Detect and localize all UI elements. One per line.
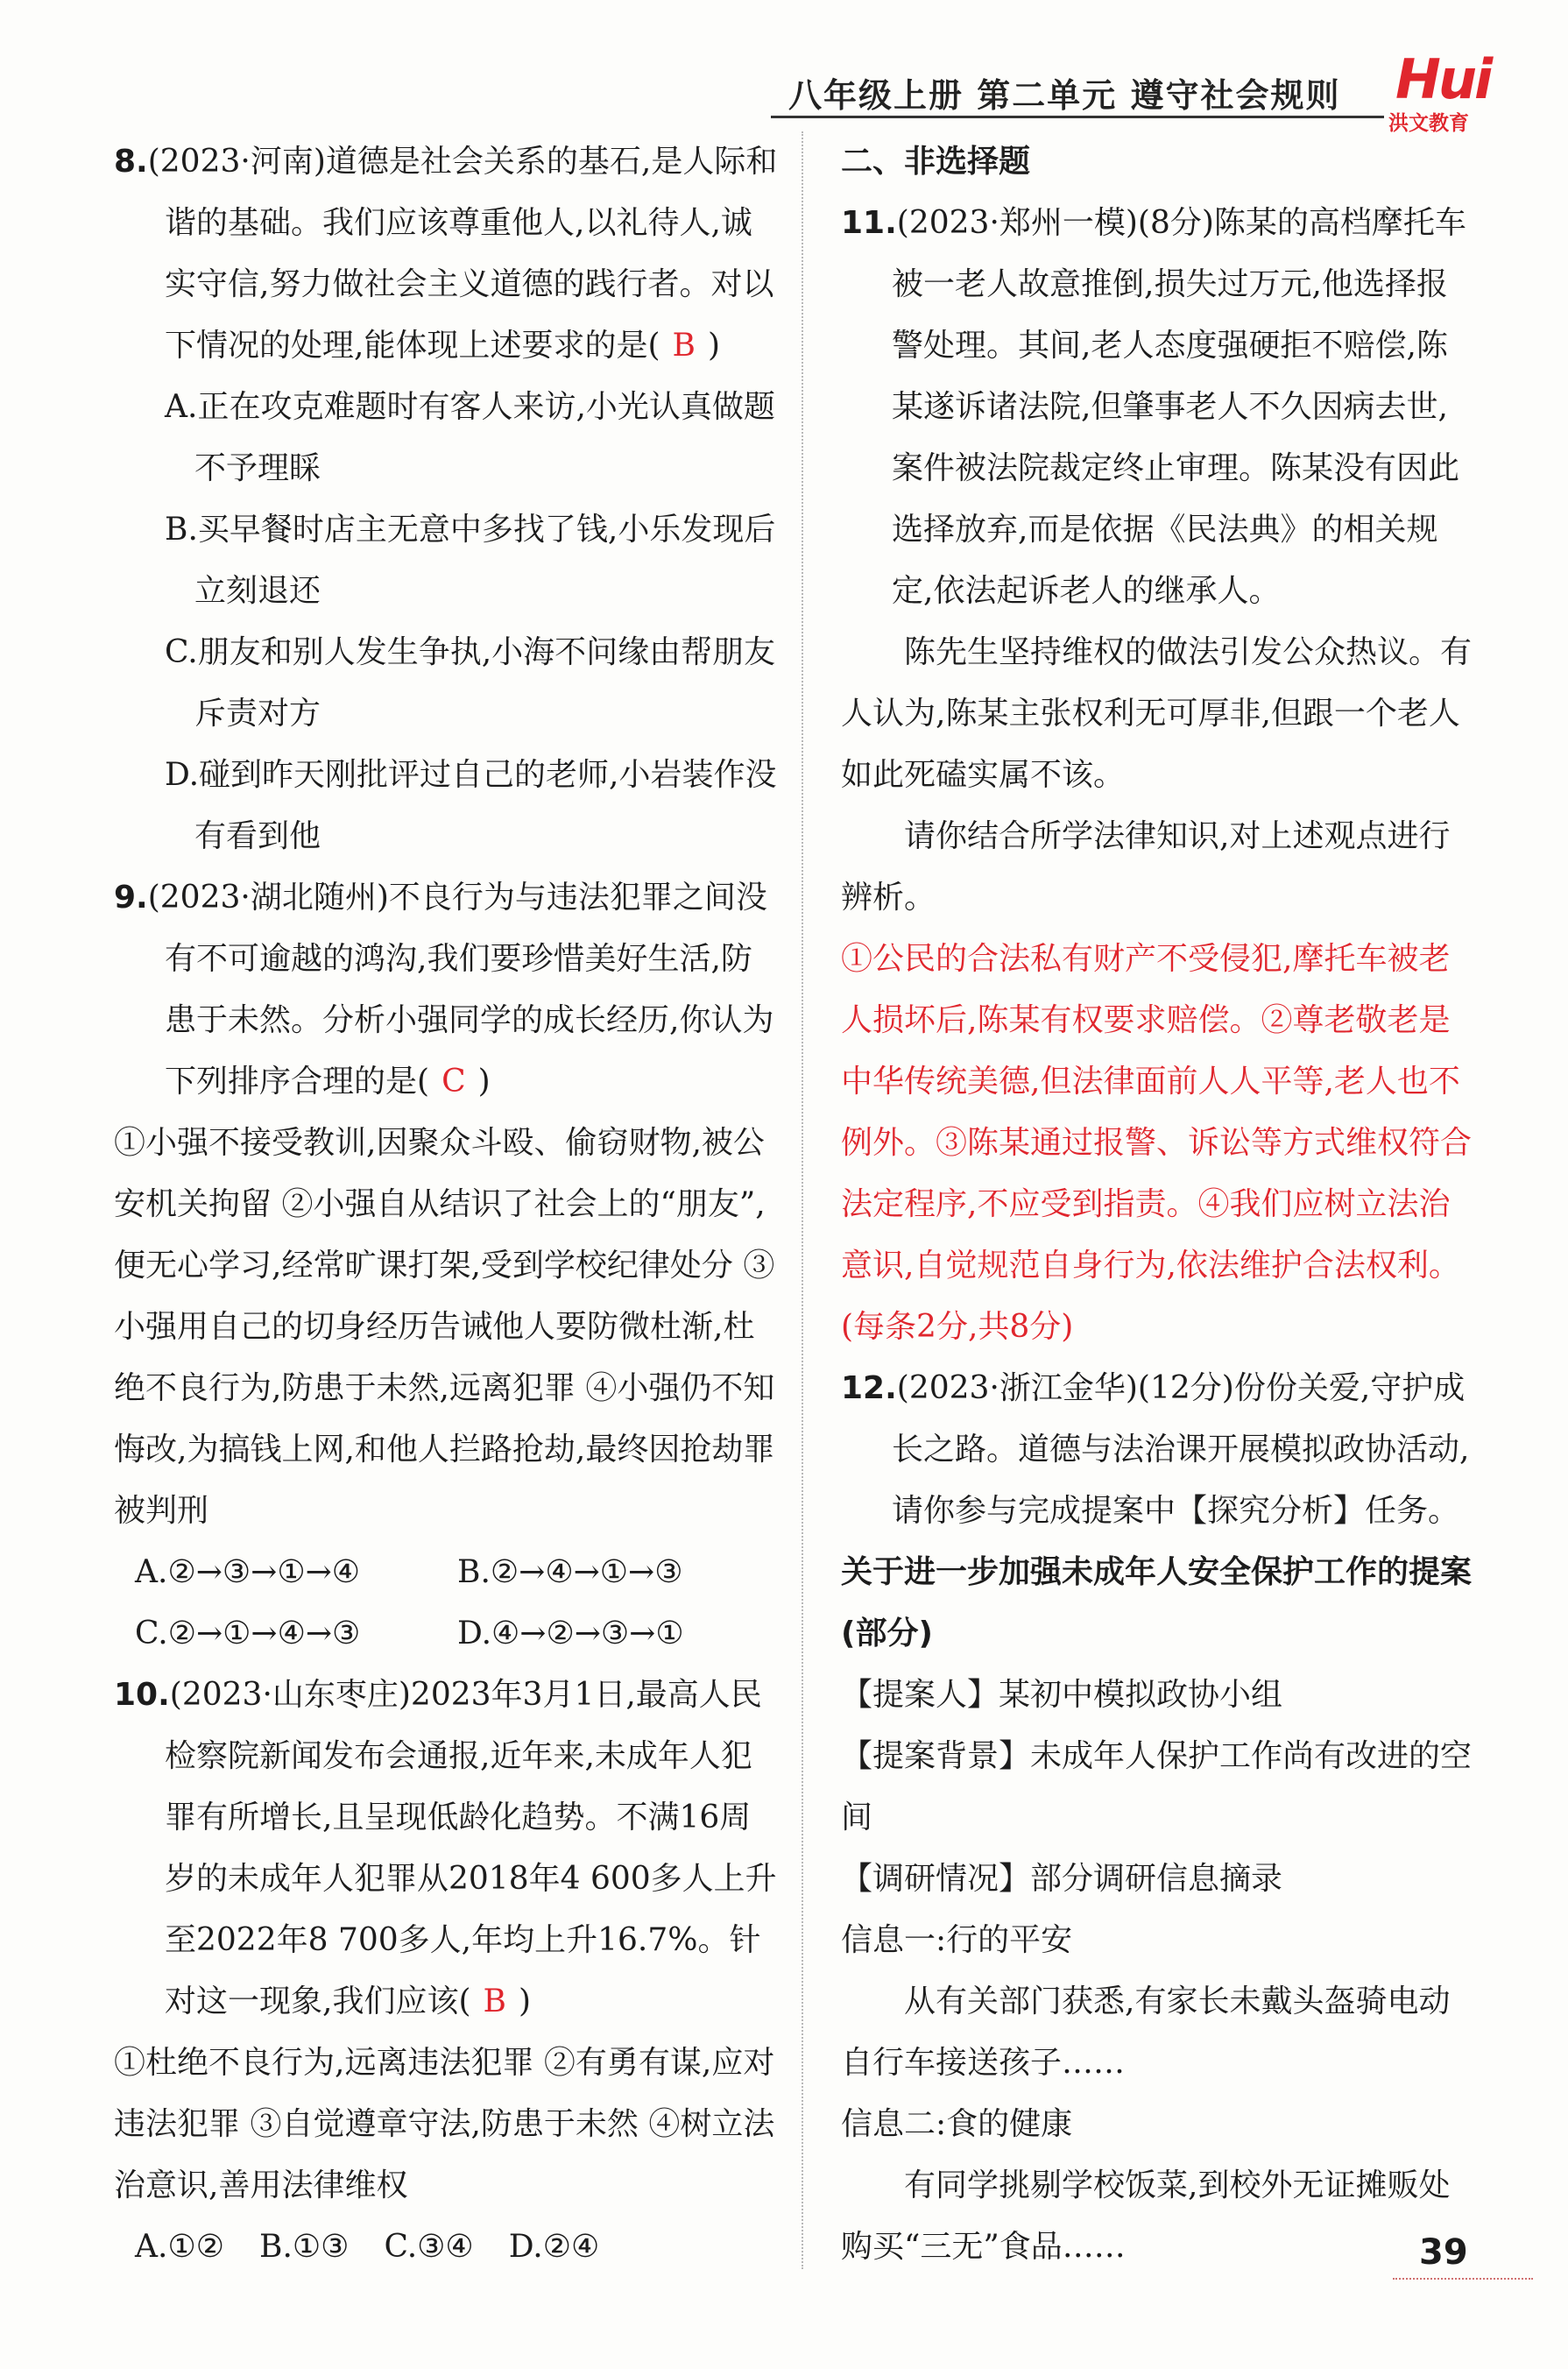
options-row	[114, 1603, 780, 1665]
question-stem: 9.(2023·湖北随州)不良行为与违法犯罪之间没有不可逾越的鸿沟,我们要珍惜美好生活,防患于未然。分析小强同学的成长经历,你认为下列排序合理的是( C )	[114, 880, 774, 1100]
option-d: D.②④	[508, 2229, 600, 2265]
column-divider	[802, 131, 803, 2269]
question-prompt: 请你结合所学法律知识,对上述观点进行辨析。	[841, 818, 1451, 916]
option-b: B.买早餐时店主无意中多找了钱,小乐发现后立刻退还	[165, 512, 776, 609]
right-column	[841, 131, 1472, 2278]
publisher-logo	[1388, 47, 1491, 135]
question-stem: 10.(2023·山东枣庄)2023年3月1日,最高人民检察院新闻发布会通报,近年来,未成年人犯罪有所增长,且呈现低龄化趋势。不满16周岁的未成年人犯罪从2018年4 600多人上升至2022年8 700多人,年均上升16.7%。针对这一现象,我们应该( B )	[114, 1677, 777, 2019]
logo-mark: Hui	[1395, 47, 1491, 111]
breadcrumb: 八年级上册 第二单元 遵守社会规则	[788, 76, 1341, 115]
options-row	[114, 2217, 780, 2278]
answer-mark: B	[483, 1984, 506, 2019]
option-c: C.③④	[384, 2229, 474, 2265]
option-a: A.①②	[135, 2229, 224, 2265]
answer-mark: C	[441, 1064, 466, 1100]
proposal-proposer: 【提案人】某初中模拟政协小组	[841, 1677, 1283, 1713]
question-material: ①小强不接受教训,因聚众斗殴、偷窃财物,被公安机关拘留 ②小强自从结识了社会上的“朋友”,便无心学习,经常旷课打架,受到学校纪律处分 ③小强用自己的切身经历告诫他人要防微杜渐,杜绝不良行为,防患于未然,远离犯罪 ④小强仍不知悔改,为搞钱上网,和他人拦路抢劫,最终因抢劫罪被判刑	[114, 1125, 775, 1529]
page-number: 39	[1419, 2232, 1468, 2273]
question-9	[114, 867, 780, 1665]
page-number-underline	[1393, 2278, 1533, 2280]
option-d: D.碰到昨天刚批评过自己的老师,小岩装作没有看到他	[165, 757, 777, 854]
question-8	[114, 131, 780, 867]
answer-mark: B	[672, 328, 696, 364]
option-b: B.②→④→①→③	[457, 1554, 683, 1590]
info-1-title: 信息一:行的平安	[841, 1922, 1073, 1958]
proposal-title: 关于进一步加强未成年人安全保护工作的提案(部分)	[841, 1554, 1473, 1651]
option-a: A.正在攻克难题时有客人来访,小光认真做题不予理睬	[165, 389, 775, 486]
question-stem: 12.(2023·浙江金华)(12分)份份关爱,守护成长之路。道德与法治课开展模拟政协活动,请你参与完成提案中【探究分析】任务。	[841, 1370, 1470, 1529]
question-stem: 8.(2023·河南)道德是社会关系的基石,是人际和谐的基础。我们应该尊重他人,以礼待人,诚实守信,努力做社会主义道德的践行者。对以下情况的处理,能体现上述要求的是( B )	[114, 144, 778, 364]
question-12	[841, 1358, 1472, 2278]
info-2-text: 有同学挑剔学校饭菜,到校外无证摊贩处购买“三无”食品……	[841, 2167, 1451, 2265]
question-material: ①杜绝不良行为,远离违法犯罪 ②有勇有谋,应对违法犯罪 ③自觉遵章守法,防患于未然 ④树立法治意识,善用法律维权	[114, 2045, 775, 2203]
option-a: A.②→③→①→④	[135, 1554, 361, 1590]
section-title: 二、非选择题	[841, 144, 1031, 180]
question-10	[114, 1665, 780, 2278]
info-1-text: 从有关部门获悉,有家长未戴头盔骑电动自行车接送孩子……	[841, 1984, 1451, 2081]
question-11	[841, 193, 1472, 1358]
question-paragraph: 陈先生坚持维权的做法引发公众热议。有人认为,陈某主张权利无可厚非,但跟一个老人如此死磕实属不该。	[841, 634, 1473, 793]
proposal-background: 【提案背景】未成年人保护工作尚有改进的空间	[841, 1738, 1473, 1835]
answer-text: ①公民的合法私有财产不受侵犯,摩托车被老人损坏后,陈某有权要求赔偿。②尊老敬老是中华传统美德,但法律面前人人平等,老人也不例外。③陈某通过报警、诉讼等方式维权符合法定程序,不应受到指责。④我们应树立法治意识,自觉规范自身行为,依法维护合法权利。(每条2分,共8分)	[841, 941, 1473, 1345]
option-c: C.朋友和别人发生争执,小海不问缘由帮朋友斥责对方	[165, 634, 776, 732]
options-row	[114, 1542, 780, 1603]
option-d: D.④→②→③→①	[457, 1616, 684, 1651]
proposal-survey: 【调研情况】部分调研信息摘录	[841, 1861, 1283, 1897]
page-header	[771, 47, 1491, 135]
logo-subtitle: 洪文教育	[1388, 112, 1469, 135]
header-rule	[771, 116, 1384, 118]
option-b: B.①③	[259, 2229, 350, 2265]
info-2-title: 信息二:食的健康	[841, 2106, 1073, 2142]
question-stem: 11.(2023·郑州一模)(8分)陈某的高档摩托车被一老人故意推倒,损失过万元,他选择报警处理。其间,老人态度强硬拒不赔偿,陈某遂诉诸法院,但肇事老人不久因病去世,案件被法院裁定终止审理。陈某没有因此选择放弃,而是依据《民法典》的相关规定,依法起诉老人的继承人。	[841, 205, 1466, 609]
left-column	[114, 131, 780, 2278]
option-c: C.②→①→④→③	[135, 1616, 361, 1651]
